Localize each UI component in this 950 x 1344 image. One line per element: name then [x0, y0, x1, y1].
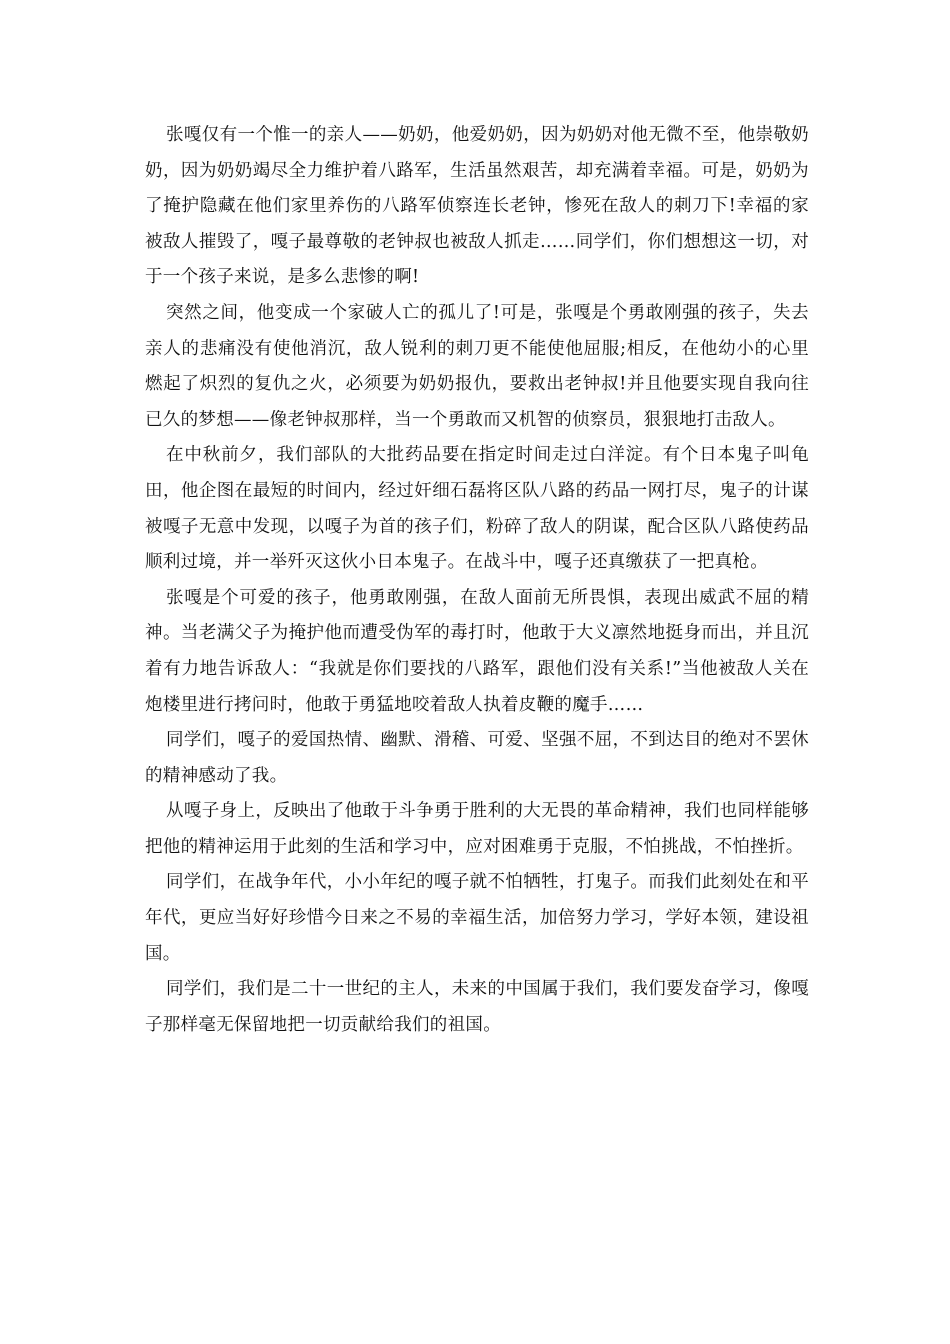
document-body	[145, 118, 809, 1043]
paragraph-4: 张嘎是个可爱的孩子，他勇敢刚强，在敌人面前无所畏惧，表现出威武不屈的精神。当老满父子为掩护他而遭受伪军的毒打时，他敢于大义凛然地挺身而出，并且沉着有力地告诉敌人：“我就是你们要找的八路军，跟他们没有关系!”当他被敌人关在炮楼里进行拷问时，他敢于勇猛地咬着敌人执着皮鞭的魔手……	[145, 587, 809, 715]
paragraph-2: 突然之间，他变成一个家破人亡的孤儿了!可是，张嘎是个勇敢刚强的孩子，失去亲人的悲痛没有使他消沉，敌人锐利的刺刀更不能使他屈服;相反，在他幼小的心里燃起了炽烈的复仇之火，必须要为奶奶报仇，要救出老钟叔!并且他要实现自我向往已久的梦想——像老钟叔那样，当一个勇敢而又机智的侦察员，狠狠地打击敌人。	[145, 302, 809, 430]
paragraph-5: 同学们，嘎子的爱国热情、幽默、滑稽、可爱、坚强不屈，不到达目的绝对不罢休的精神感动了我。	[145, 730, 809, 786]
paragraph-8: 同学们，我们是二十一世纪的主人，未来的中国属于我们，我们要发奋学习，像嘎子那样毫无保留地把一切贡献给我们的祖国。	[145, 979, 809, 1035]
paragraph-7: 同学们，在战争年代，小小年纪的嘎子就不怕牺牲，打鬼子。而我们此刻处在和平年代，更应当好好珍惜今日来之不易的幸福生活，加倍努力学习，学好本领，建设祖国。	[145, 872, 809, 964]
paragraph-3: 在中秋前夕，我们部队的大批药品要在指定时间走过白洋淀。有个日本鬼子叫龟田，他企图在最短的时间内，经过奸细石磊将区队八路的药品一网打尽，鬼子的计谋被嘎子无意中发现，以嘎子为首的孩子们，粉碎了敌人的阴谋，配合区队八路使药品顺利过境，并一举歼灭这伙小日本鬼子。在战斗中，嘎子还真缴获了一把真枪。	[145, 445, 809, 573]
paragraph-6: 从嘎子身上，反映出了他敢于斗争勇于胜利的大无畏的革命精神，我们也同样能够把他的精神运用于此刻的生活和学习中，应对困难勇于克服，不怕挑战，不怕挫折。	[145, 801, 809, 857]
paragraph-1: 张嘎仅有一个惟一的亲人——奶奶，他爱奶奶，因为奶奶对他无微不至，他崇敬奶奶，因为奶奶竭尽全力维护着八路军，生活虽然艰苦，却充满着幸福。可是，奶奶为了掩护隐藏在他们家里养伤的八路军侦察连长老钟，惨死在敌人的刺刀下!幸福的家被敌人摧毁了，嘎子最尊敬的老钟叔也被敌人抓走……同学们，你们想想这一切，对于一个孩子来说，是多么悲惨的啊!	[145, 125, 809, 288]
